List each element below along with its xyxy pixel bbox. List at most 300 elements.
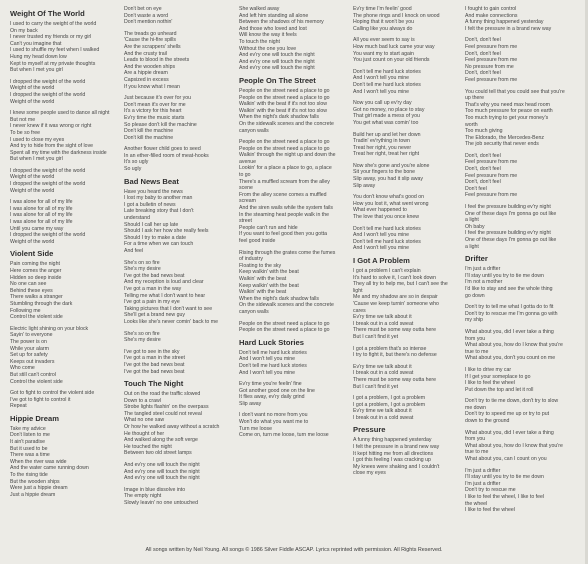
lyric-line: People can't run and hide xyxy=(239,224,298,231)
lyric-line: I felt the pressure in a brand new way xyxy=(465,25,552,32)
lyric-line: Too much pressure for peace on earth xyxy=(465,108,553,115)
lyric-line: light xyxy=(353,287,363,294)
song-title: Violent Side xyxy=(10,249,54,259)
song-drifter xyxy=(465,254,583,514)
lyric-line: She walked away xyxy=(239,6,280,12)
lyric-line: When the river was wide xyxy=(10,458,67,465)
lyric-line: Feel pressure from me xyxy=(465,76,518,83)
lyric-line: People on the street need a place to go xyxy=(239,94,330,101)
lyric-line: I never trusted my friends or my girl xyxy=(10,34,92,41)
lyric-line: Walkin' with the beat if it's not too slow xyxy=(239,107,327,114)
lyric-line: Don't listen to me xyxy=(10,432,50,439)
lyric-line: Don't waste a word xyxy=(124,12,168,19)
lyric-line: Or how he walked away without a scratch xyxy=(124,424,220,431)
lyric-line: I got a problem, I got a problem xyxy=(353,401,426,408)
lyric-line: What no one saw xyxy=(124,417,165,424)
lyric-line: Don't tell me hard luck stories xyxy=(353,238,421,245)
lyric-line: Take my advice xyxy=(10,425,46,432)
lyric-line: If I get your someplace to go xyxy=(465,373,531,380)
lyric-line: Sit your fingers to the bone xyxy=(353,169,415,176)
lyric-line: from you xyxy=(465,335,486,342)
lyric-line: I got a problem that's so intense xyxy=(353,345,427,352)
lyric-line: What about you, did I ever take a thing xyxy=(465,429,554,436)
lyric-line: No one can see xyxy=(10,281,47,288)
lyric-line: from you xyxy=(465,436,486,443)
lyric-line: up there xyxy=(465,95,485,102)
lyric-line: Image in blue dissolve into xyxy=(124,486,186,493)
lyric-line: a light xyxy=(465,243,479,250)
lyrics-column-1 xyxy=(10,6,115,536)
lyric-line: I've got the bad news beat xyxy=(124,361,185,368)
lyric-line: Feel pressure from me xyxy=(465,159,518,166)
lyric-line: Late breaking story that I don't xyxy=(124,208,194,215)
song-bad-news-beat xyxy=(124,177,229,375)
lyric-line: Build her up and let her down xyxy=(353,131,421,138)
lyric-line: Won't do what you want me to xyxy=(239,419,309,426)
lyric-line: Without the one you love xyxy=(239,45,297,52)
lyric-line: And ev'ry one will touch the night xyxy=(124,462,200,469)
lyric-line: If you want to feel good then you gotta xyxy=(239,231,327,238)
lyric-line: Now she's gone and you're alone xyxy=(353,162,430,169)
lyric-line: Hidden so deep inside xyxy=(10,274,62,281)
lyric-line: People on the street need a place to go xyxy=(239,320,330,327)
lyric-line: Don't try to tell me what I gotta do to fit xyxy=(465,304,554,311)
lyric-line: I got a bulletin of news xyxy=(124,201,176,208)
lyric-line: Ev'ry time I'm feelin' good xyxy=(353,6,412,12)
lyric-line: Don't, don't feel xyxy=(465,37,501,44)
lyric-line: There walks a stranger xyxy=(10,294,63,301)
lyric-line: Were just a hippie dream xyxy=(10,485,68,492)
lyric-line: a light xyxy=(465,217,479,224)
lyric-line: Strobe lights flashin' on the overpass xyxy=(124,404,209,411)
lyric-line: And ev'ry one will touch the night xyxy=(124,468,200,475)
lyric-line: Don't mean it's over for me xyxy=(124,101,186,108)
lyric-line: People on the street need a place to go xyxy=(239,327,330,334)
lyric-line: Looks like she's never comin' back to me xyxy=(124,318,218,325)
lyric-line: to go xyxy=(239,172,251,179)
lyric-line: What about you, don't you count on me xyxy=(465,355,556,362)
lyric-line: And my reception is loud and clear xyxy=(124,279,204,286)
lyric-line: I got a problem, I got a problem xyxy=(353,395,426,402)
lyric-line: What about you, can I count on you xyxy=(465,456,547,463)
lyric-line: Slowly leavin' no one untouched xyxy=(124,500,198,506)
lyric-line: And try to hide from the sight of love xyxy=(10,143,94,150)
lyric-line: One of these days I'm gonna go out like xyxy=(465,237,557,243)
lyric-line: Pain coming the night xyxy=(10,261,60,268)
lyric-line: Don't try to tie me down, don't try to slow xyxy=(465,398,559,405)
lyric-line: understand xyxy=(124,215,150,222)
lyric-line: I've got a man in the street xyxy=(124,355,185,362)
lyric-line: While your alarm xyxy=(10,345,49,352)
lyric-line: And left him standing all alone xyxy=(239,12,309,19)
lyric-line: To touch the night xyxy=(239,38,280,45)
lyric-line: He touched the night xyxy=(124,443,172,450)
lyric-line: Ev'ry time we talk about it xyxy=(353,314,412,321)
lyric-line: One of these days I'm gonna go out like xyxy=(465,210,557,217)
lyric-line: In an ether-filled room of meat-hooks xyxy=(124,152,209,159)
lyric-line: Capsized in excess xyxy=(124,76,169,83)
song-title: Weight Of The World xyxy=(10,9,85,18)
lyric-line: They all try to help me, but I can't see the xyxy=(353,281,448,288)
lyric-line: She's so on fire xyxy=(124,330,160,337)
lyric-line: Rising through the grates come the fumes xyxy=(239,249,336,256)
lyric-line: true to me xyxy=(465,348,489,355)
lyric-line: There's a muffled scream from the alley xyxy=(239,178,330,185)
lyric-line: What about you, how do I know that you're xyxy=(465,442,563,449)
lyric-line: Walkin' with the beat if it's not too slow xyxy=(239,101,327,108)
lyric-line: And I won't tell you mine xyxy=(353,75,410,82)
lyric-line: I dropped the weight of the world xyxy=(10,91,86,98)
lyric-line: I like to feel the wheel xyxy=(465,380,515,387)
lyric-line: How you lost it, what went wrong xyxy=(353,200,429,207)
lyric-line: Slip away xyxy=(353,182,376,189)
song-title: Hard Luck Stories xyxy=(239,337,304,347)
lyric-line: Floating to the sky xyxy=(239,262,282,269)
lyric-line: Got another good one on the line xyxy=(239,387,315,394)
song-i-got-a-problem xyxy=(353,256,461,421)
lyric-line: I like to feel the wheel, I like to feel xyxy=(465,494,545,500)
lyric-line: I never knew if it was wrong or right xyxy=(10,123,92,130)
lyric-line: And I won't tell you mine xyxy=(353,232,410,239)
lyric-line: Another flower child goes to seed xyxy=(124,146,201,153)
song-touch-the-night xyxy=(124,379,229,507)
lyric-line: And the siren wails while the system fails xyxy=(239,205,333,212)
lyric-line: I'm just a drifter xyxy=(465,467,501,474)
lyric-line: When the night's dark shadow falls xyxy=(239,295,319,302)
lyric-line: And walked along the soft verge xyxy=(124,437,198,444)
lyric-line: Don't tell me hard luck stories xyxy=(353,68,421,75)
lyric-line: I fought to gain control xyxy=(465,6,517,12)
lyric-line: scream xyxy=(239,198,257,205)
lyric-line: Weight of the world xyxy=(10,85,55,92)
lyric-line: But when I met you girl xyxy=(10,156,63,163)
lyric-line: Telling me what I don't want to hear xyxy=(124,292,206,299)
lyric-line: Are the scrappers' shells xyxy=(124,43,181,50)
lyric-line: I knew some people used to dance all night xyxy=(10,110,110,117)
lyric-line: I like to drive my car xyxy=(465,366,512,373)
lyric-line: The love that you once knew xyxy=(353,214,420,221)
lyric-line: Got no money, no place to stay xyxy=(353,106,425,113)
lyric-line: And the crusty trail xyxy=(124,50,167,57)
lyric-line: A funny thing happened yesterday xyxy=(465,19,544,26)
lyric-line: Keep walkin' with the beat xyxy=(239,269,299,276)
lyric-line: So ugly xyxy=(124,166,142,173)
lyric-line: What about you, how do I know that you're xyxy=(465,342,563,349)
song-title: Touch The Night xyxy=(124,379,184,389)
lyric-line: What about you, did I ever take a thing xyxy=(465,328,554,335)
lyric-line: It flies away, ev'ry daily grind xyxy=(239,394,305,401)
lyric-line: Don't kill the machine xyxy=(124,128,174,135)
lyric-line: Should I ask her how she really feels xyxy=(124,228,209,235)
lyric-line: The tangled steel could not reveal xyxy=(124,410,202,417)
lyric-line: It kept hitting me from all directions xyxy=(353,450,434,457)
lyric-line: I got this feeling I was cracking up xyxy=(353,457,431,464)
lyric-line: The phone rings and I knock on wood xyxy=(353,12,440,19)
lyric-line: My knees were shaking and I couldn't xyxy=(353,463,440,470)
lyric-line: Hung my head down low xyxy=(10,53,67,60)
lyric-line: 'Cause we keep turnin' someone who xyxy=(353,300,439,307)
lyric-line: Put down the top and let it roll xyxy=(465,386,534,393)
song-title: People On The Street xyxy=(239,75,316,85)
lyric-line: Me and my shadow are so in despair xyxy=(353,294,438,301)
lyric-line: You just count on your old friends xyxy=(353,57,430,64)
lyric-line: Here comes the anger xyxy=(10,268,62,274)
lyric-line: I used to close my eyes xyxy=(10,136,65,143)
lyric-line: I don't want no more from you xyxy=(239,412,308,419)
lyric-line: But it used to be xyxy=(10,445,48,452)
lyric-line: Don't tell me hard luck stories xyxy=(239,362,307,369)
lyric-line: Set up for safety xyxy=(10,352,48,359)
lyric-line: I'm just a drifter xyxy=(465,480,501,487)
lyric-line: Ev'ry time we talk about it xyxy=(353,408,412,415)
song-hippie-dream xyxy=(10,414,115,499)
lyric-line: It's hard to solve it, I can't look down xyxy=(353,274,437,281)
lyric-line: To the rising tide xyxy=(10,472,48,479)
lyric-line: In the steaming heat people walk in the xyxy=(239,211,329,218)
lyric-line: She's my desire xyxy=(124,337,161,344)
lyric-line: Oh baby xyxy=(465,223,485,230)
lyric-line: It's so ugly xyxy=(124,159,149,166)
lyric-line: And I won't tell you mine xyxy=(353,88,410,95)
lyric-line: canyon walls xyxy=(239,127,269,134)
lyric-line: People on the street need a place to go xyxy=(239,139,330,146)
lyric-line: Taking pictures that I don't want to see xyxy=(124,305,213,312)
lyric-line: feel good inside xyxy=(239,238,276,244)
song-continued xyxy=(353,6,461,252)
lyric-line: I've got a pain in my eye xyxy=(124,299,180,306)
song-pressure xyxy=(353,425,461,477)
lyric-line: Too much trying to get your money's xyxy=(465,114,549,121)
lyric-line: On the sidewalk scenes and the concrete xyxy=(239,120,334,127)
lyric-line: I feel the pressure building ev'ry night xyxy=(465,230,551,237)
lyric-line: Keeps out invaders xyxy=(10,358,55,365)
lyric-line: I was alone for all of my life xyxy=(10,205,73,212)
lyric-line: Slip away, you had it slip away xyxy=(353,176,423,183)
lyric-line: Feel pressure from me xyxy=(465,43,518,50)
lyric-line: I'll stay until you try to tie me down xyxy=(465,272,544,279)
lyric-line: Don't try to rescue me xyxy=(465,487,516,494)
lyric-line: I try to fight it, but there's no defense xyxy=(353,352,437,359)
lyric-line: All you ever seem to say is xyxy=(353,37,415,44)
lyric-line: Don't try to speed me up or try to put xyxy=(465,411,550,418)
lyric-line: Who come xyxy=(10,365,35,372)
lyric-line: So please don't kill the machine xyxy=(124,121,197,128)
lyric-line: my ship xyxy=(465,317,483,324)
lyric-line: I dropped the weight of the world xyxy=(10,167,86,174)
lyric-line: But I can't find it yet xyxy=(353,383,399,390)
lyric-line: Got to fight to control the violent side xyxy=(10,390,95,397)
lyric-line: Feel pressure from me xyxy=(465,192,518,199)
lyric-line: Behind these eyes xyxy=(10,287,53,294)
lyric-line: But still can't control xyxy=(10,371,56,378)
lyric-line: Don't tell me hard luck stories xyxy=(353,81,421,88)
lyric-line: And I won't tell you mine xyxy=(239,369,296,376)
lyric-line: Ev'ry time you're feelin' fine xyxy=(239,381,302,388)
lyric-line: Don't, don't feel xyxy=(465,50,501,57)
lyric-line: And the wooden ships xyxy=(124,63,176,70)
lyric-line: A funny thing happened yesterday xyxy=(353,437,432,444)
lyric-line: street xyxy=(239,218,252,225)
lyric-line: The treads go unheard xyxy=(124,30,177,37)
lyric-line: I'll stay until you try to tie me down xyxy=(465,474,544,481)
lyric-line: But I can't find it yet xyxy=(353,333,399,340)
lyrics-column-5 xyxy=(465,6,583,536)
lyric-line: Until you came my way xyxy=(10,225,64,232)
lyric-line: That's why you need max head room xyxy=(465,101,550,108)
lyric-line: Following me xyxy=(10,307,41,314)
song-title: Bad News Beat xyxy=(124,176,179,186)
lyric-line: The empty night xyxy=(124,493,162,500)
lyric-line: To be so free xyxy=(10,129,40,136)
lyric-line: the wheel xyxy=(465,500,488,507)
lyric-line: Walkin' with the beat xyxy=(239,275,287,282)
lyric-line: down to the ground xyxy=(465,418,510,425)
song-weight-of-the-world xyxy=(10,9,115,245)
lyric-line: Hoping that it won't be you xyxy=(353,19,414,26)
lyric-line: Control the violent side xyxy=(10,314,63,321)
lyric-line: Don't kill the machine xyxy=(124,134,174,141)
lyric-line: Sayin' to everyone xyxy=(10,332,53,339)
lyric-line: Between the shadows of his memory xyxy=(239,19,324,26)
lyric-line: Will know the way it feels xyxy=(239,32,297,39)
lyric-line: Come on, turn me loose, turn me loose xyxy=(239,432,329,439)
lyric-line: Stumbling through the dark xyxy=(10,300,73,307)
lyric-line: For a time when we can touch xyxy=(124,241,194,248)
lyric-line: Out on the road the traffic slowed xyxy=(124,391,201,398)
lyric-line: Just a hippie dream xyxy=(10,491,56,498)
lyric-line: He thought of her xyxy=(124,430,165,437)
lyric-line: That girl made a mess of you xyxy=(353,113,420,120)
lyric-line: There must be some way outta here xyxy=(353,376,437,383)
lyric-line: 'Cause the hi-fire spills xyxy=(124,37,177,44)
lyric-line: And ev'ry one will touch the night xyxy=(239,65,315,72)
lyric-line: Are a hippie dream xyxy=(124,70,168,77)
lyric-line: Keep walkin' with the beat xyxy=(239,282,299,289)
lyric-line: When the night's dark shadow falls xyxy=(239,114,319,121)
lyric-line: She'll get a brand new guy xyxy=(124,312,185,319)
lyric-line: I dropped the weight of the world xyxy=(10,232,86,239)
lyric-line: And those who loved and lost xyxy=(239,25,307,32)
lyric-line: Calling like you always do xyxy=(353,25,413,32)
lyric-line: Slip away xyxy=(239,400,262,407)
lyric-line: There was a time xyxy=(10,452,50,459)
lyric-line: I break out in a cold sweat xyxy=(353,320,414,327)
lyric-line: Just because it's over for you xyxy=(124,95,192,102)
lyrics-column-3 xyxy=(239,6,344,536)
lyric-line: Don't mention nothin' xyxy=(124,19,173,26)
lyric-line: Tradin' ev'rything in town xyxy=(353,138,410,145)
lyric-line: You want my to start again xyxy=(353,50,414,57)
lyric-line: And the water came running down xyxy=(10,465,89,472)
lyric-line: Too much giving xyxy=(465,128,503,135)
lyric-line: And ev'ry one will touch the night xyxy=(239,58,315,65)
song-title: I Got A Problem xyxy=(353,256,410,265)
lyric-line: It ain't paradise xyxy=(10,439,46,446)
lyric-line: Control the violent side xyxy=(10,378,63,385)
lyric-line: Should I call her up late xyxy=(124,221,179,228)
lyric-line: Don't bet on eye xyxy=(124,6,162,12)
lyric-line: Electric light shining on your block xyxy=(10,325,89,332)
song-violent-side xyxy=(10,249,115,409)
lyric-line: It's a victory for this heart xyxy=(124,108,182,115)
lyric-line: Don't, don't feel xyxy=(465,166,501,173)
lyric-line: Spent all my time with the darkness inside xyxy=(10,149,107,156)
lyric-line: Down to a crawl xyxy=(124,397,161,404)
lyric-line: Don't tell me hard luck stories xyxy=(353,225,421,232)
lyric-line: avenue xyxy=(239,158,257,165)
lyric-line: And make connections xyxy=(465,12,518,19)
song-title: Pressure xyxy=(353,425,386,435)
lyric-line: true to me xyxy=(465,449,489,456)
lyric-line: And I won't tell you mine xyxy=(353,245,410,252)
lyric-line: And I won't tell you mine xyxy=(239,356,296,363)
lyric-line: I was alone for all of my life xyxy=(10,199,73,206)
lyric-line: You get what was comin' too xyxy=(353,119,419,126)
lyric-line: On my back xyxy=(10,27,38,34)
lyric-line: I used to carry the weight of the world xyxy=(10,21,97,27)
lyric-line: I like to feel the wheel xyxy=(465,507,515,514)
lyric-line: I'd like to stay and see the whole thing xyxy=(465,285,553,292)
credits-footer: All songs written by Neil Young. All songs © 1986 Silver Fiddle ASCAP. Lyrics reprinted with permission. All Rights Reserved. xyxy=(145,547,443,553)
lyric-line: Don't tell me hard luck stories xyxy=(239,349,307,356)
lyric-line: Can't you imagine that xyxy=(10,40,62,47)
lyric-line: There must be some way outta here xyxy=(353,327,437,334)
lyric-line: Between two old street lamps xyxy=(124,450,192,457)
lyric-line: Weight of the world xyxy=(10,174,55,181)
lyric-line: I dropped the weight of the world xyxy=(10,181,86,188)
lyric-line: of industry xyxy=(239,256,263,263)
lyric-line: I used to shuffle my feet when I walked xyxy=(10,47,100,54)
lyric-line: Walkin' through the night up and down the xyxy=(239,152,336,159)
lyric-line: I dropped the weight of the world xyxy=(10,78,86,85)
lyric-line: canyon walls xyxy=(239,308,269,315)
lyric-line: Weight of the world xyxy=(10,98,55,105)
lyric-line: If you know what I mean xyxy=(124,83,180,90)
lyric-line: The Eldorado, the Mercedes-Benz xyxy=(465,134,545,141)
lyric-line: I feel the pressure building ev'ry night xyxy=(465,204,551,211)
lyric-line: Don't feel xyxy=(465,185,487,192)
lyric-line: Feel pressure from me xyxy=(465,172,518,179)
lyric-line: And ev'ry one will touch the night xyxy=(239,52,315,59)
lyric-line: Weight of the world xyxy=(10,187,55,194)
lyric-line: She's on so fire xyxy=(124,259,160,266)
lyric-line: But the wooden ships xyxy=(10,478,60,485)
lyric-line: You don't know what's good on xyxy=(353,194,425,201)
lyric-line: I was alone for all of my life xyxy=(10,212,73,219)
lyric-line: Should I try to make a date xyxy=(124,234,186,241)
lyric-line: Kept to myself at my private thoughts xyxy=(10,60,96,67)
lyric-line: I lost my baby to another man xyxy=(124,195,193,202)
lyric-line: Don't try to rescue me I'm gonna go with xyxy=(465,310,558,317)
lyric-line: Repeat xyxy=(10,403,27,410)
lyric-line: Don't, don't feel xyxy=(465,152,501,159)
lyric-line: I've got the bad news beat xyxy=(124,272,185,279)
lyric-line: Ev'ry time we talk about it xyxy=(353,363,412,370)
lyric-line: I've got to fight to control it xyxy=(10,396,71,403)
lyric-line: close my eyes xyxy=(353,470,386,477)
lyrics-column-4 xyxy=(353,6,461,536)
lyric-line: I'm just a drifter xyxy=(465,266,501,273)
lyric-line: Have you heard the news xyxy=(124,188,183,195)
lyric-line: What ever happened to xyxy=(353,207,407,214)
lyric-line: I break out in a cold sweat xyxy=(353,370,414,377)
lyric-line: And ev'ry one will touch the night xyxy=(124,475,200,482)
lyric-line: From the alley scene comes a muffled xyxy=(239,191,327,198)
lyric-line: Lookin' for a place a place to go, a place xyxy=(239,165,332,172)
lyric-line: Leads to blood in the streets xyxy=(124,57,190,64)
song-people-on-the-street xyxy=(239,76,344,334)
lyric-line: Treat her right, you never xyxy=(353,144,412,151)
